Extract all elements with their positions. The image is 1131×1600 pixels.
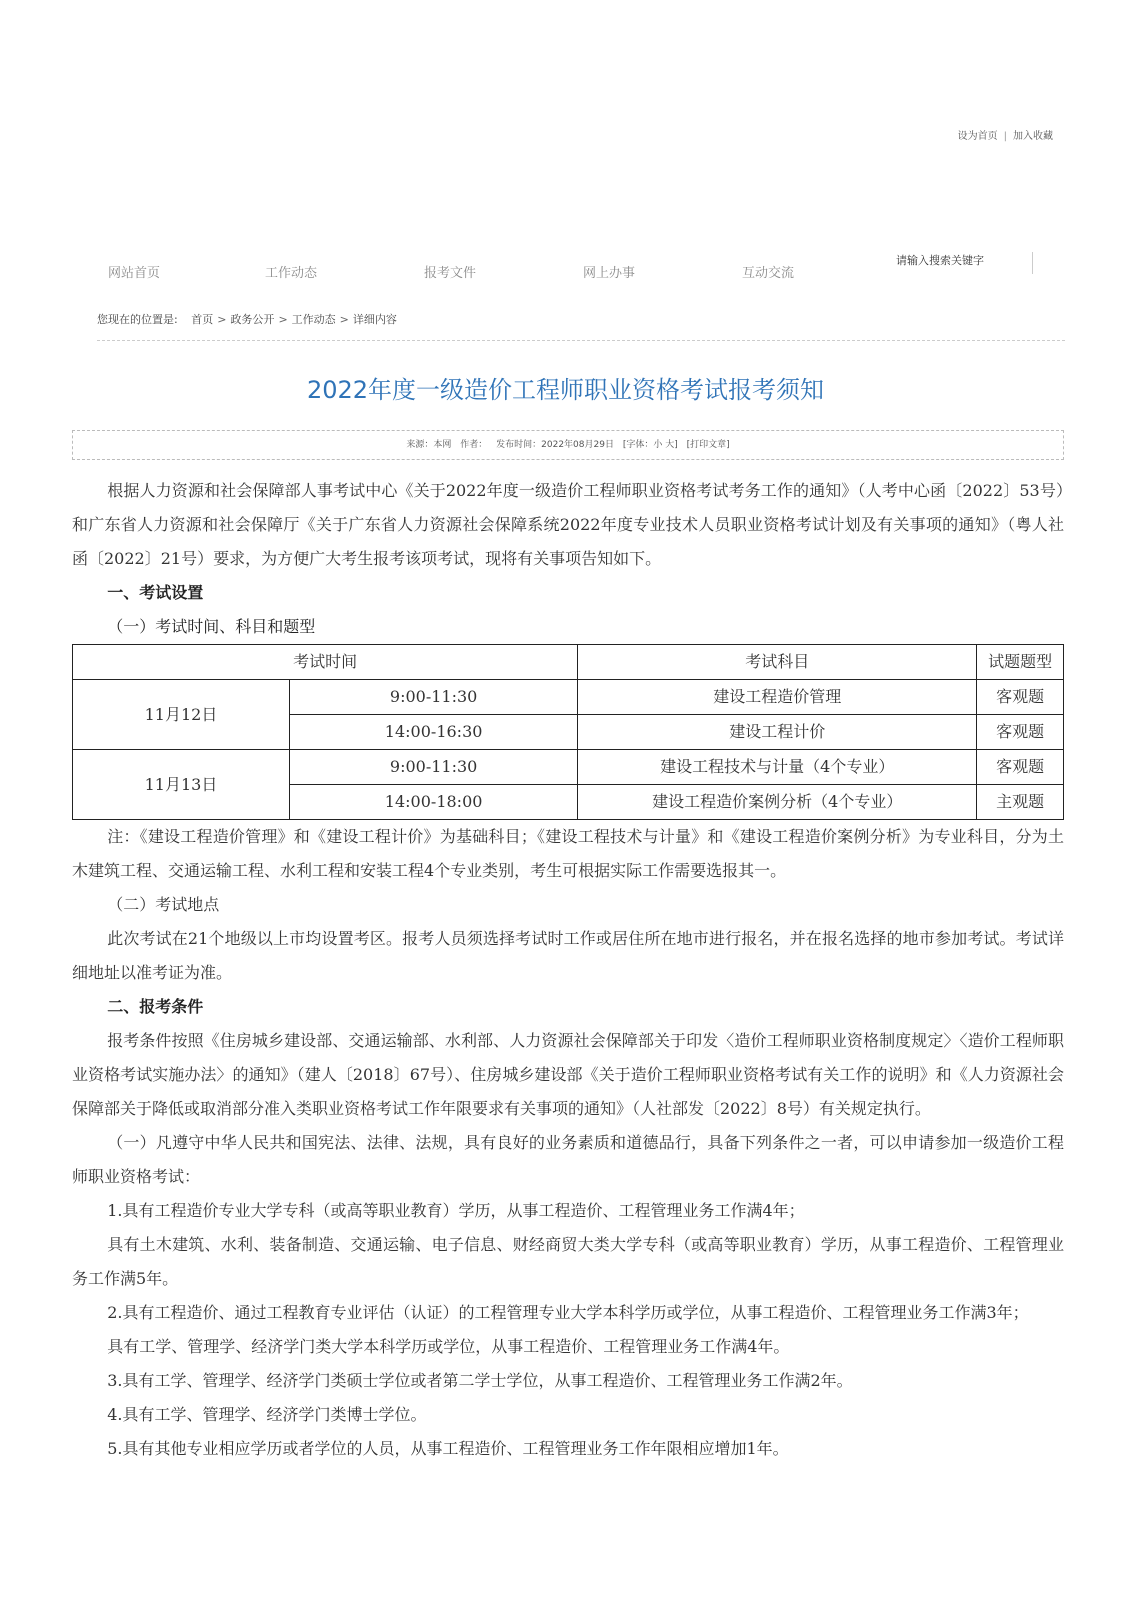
set-homepage-link[interactable]: 设为首页 <box>957 131 998 142</box>
article-body <box>72 474 1064 1466</box>
breadcrumb-news[interactable]: 工作动态 <box>291 313 336 326</box>
meta-date: 发布时间：2022年08月29日 <box>496 440 614 450</box>
breadcrumb <box>97 311 397 327</box>
nav-item-home[interactable]: 网站首页 <box>108 266 161 281</box>
table-header-row <box>73 645 1064 680</box>
table-header-time: 考试时间 <box>73 645 578 680</box>
table-header-subject: 考试科目 <box>578 645 977 680</box>
exam-schedule-table <box>72 644 1064 820</box>
subsection-heading: （一）考试时间、科目和题型 <box>107 617 316 636</box>
condition-item: 4.具有工学、管理学、经济学门类博士学位。 <box>107 1405 427 1424</box>
condition-item: 2.具有工程造价、通过工程教育专业评估（认证）的工程管理专业大学本科学历或学位，从事工程造价、工程管理业务工作满3年； <box>107 1303 1029 1322</box>
table-header-type: 试题题型 <box>977 645 1064 680</box>
breadcrumb-home[interactable]: 首页 <box>191 313 214 326</box>
table-cell-time: 14:00-18:00 <box>290 785 578 820</box>
table-cell-date: 11月13日 <box>73 750 290 820</box>
table-row <box>73 680 1064 715</box>
table-note: 注：《建设工程造价管理》和《建设工程计价》为基础科目；《建设工程技术与计量》和《建设工程造价案例分析》为专业科目，分为土木建筑工程、交通运输工程、水利工程和安装工程4个专业类别，考生可根据实际工作需要选报其一。 <box>72 827 1064 880</box>
table-cell-type: 客观题 <box>977 750 1064 785</box>
print-article-link[interactable]: [打印文章] <box>686 440 730 450</box>
table-cell-time: 9:00-11:30 <box>290 750 578 785</box>
meta-author: 作者： <box>460 440 488 450</box>
conditions-paragraph: 报考条件按照《住房城乡建设部、交通运输部、水利部、人力资源社会保障部关于印发〈造价工程师职业资格制度规定〉〈造价工程师职业资格考试实施办法〉的通知》（建人〔2018〕67号）、住房城乡建设部《关于造价工程师职业资格考试有关工作的说明》和《人力资源社会保障部关于降低或取消部分准入类职业资格考试工作年限要求有关事项的通知》（人社部发〔2022〕8号）有关规定执行。 <box>72 1031 1064 1118</box>
article-meta <box>72 430 1064 460</box>
table-row <box>73 750 1064 785</box>
condition-item: 具有土木建筑、水利、装备制造、交通运输、电子信息、财经商贸大类大学专科（或高等职业教育）学历，从事工程造价、工程管理业务工作满5年。 <box>72 1235 1064 1288</box>
table-cell-subject: 建设工程造价管理 <box>578 680 977 715</box>
table-cell-time: 14:00-16:30 <box>290 715 578 750</box>
breadcrumb-arrow: > <box>217 313 227 326</box>
breadcrumb-prefix: 您现在的位置是: <box>97 313 178 326</box>
table-cell-type: 客观题 <box>977 715 1064 750</box>
table-cell-time: 9:00-11:30 <box>290 680 578 715</box>
condition-item: 5.具有其他专业相应学历或者学位的人员，从事工程造价、工程管理业务工作年限相应增加1年。 <box>107 1439 789 1458</box>
conditions-intro: （一）凡遵守中华人民共和国宪法、法律、法规，具有良好的业务素质和道德品行，具备下列条件之一者，可以申请参加一级造价工程师职业资格考试： <box>72 1133 1064 1186</box>
table-cell-type: 主观题 <box>977 785 1064 820</box>
breadcrumb-divider <box>97 340 1065 341</box>
meta-source: 来源：本网 <box>406 440 452 450</box>
nav-item-work-news[interactable]: 工作动态 <box>265 266 318 281</box>
intro-paragraph: 根据人力资源和社会保障部人事考试中心《关于2022年度一级造价工程师职业资格考试考务工作的通知》（人考中心函〔2022〕53号）和广东省人力资源和社会保障厅《关于广东省人力资源社会保障系统2022年度专业技术人员职业资格考试计划及有关事项的通知》（粤人社函〔2022〕21号）要求，为方便广大考生报考该项考试，现将有关事项告知如下。 <box>72 481 1064 568</box>
table-cell-type: 客观题 <box>977 680 1064 715</box>
breadcrumb-arrow: > <box>339 313 349 326</box>
top-links <box>958 127 1053 142</box>
nav-item-exam-docs[interactable]: 报考文件 <box>424 266 477 281</box>
table-cell-date: 11月12日 <box>73 680 290 750</box>
breadcrumb-detail: 详细内容 <box>352 313 397 326</box>
table-cell-subject: 建设工程计价 <box>578 715 977 750</box>
subsection-heading: （二）考试地点 <box>107 895 220 914</box>
section-heading: 二、报考条件 <box>107 997 204 1016</box>
nav-item-interaction[interactable]: 互动交流 <box>742 266 795 281</box>
table-cell-subject: 建设工程造价案例分析（4个专业） <box>578 785 977 820</box>
location-paragraph: 此次考试在21个地级以上市均设置考区。报考人员须选择考试时工作或居住所在地市进行报名，并在报名选择的地市参加考试。考试详细地址以准考证为准。 <box>72 929 1064 982</box>
font-size-toggle[interactable]: [字体：小 大] <box>622 440 678 450</box>
search-placeholder: 请输入搜索关键字 <box>896 254 984 267</box>
search-input[interactable] <box>896 252 1033 274</box>
condition-item: 1.具有工程造价专业大学专科（或高等职业教育）学历，从事工程造价、工程管理业务工作满4年； <box>107 1201 805 1220</box>
add-favorite-link[interactable]: 加入收藏 <box>1013 131 1053 142</box>
page-title: 2022年度一级造价工程师职业资格考试报考须知 <box>306 376 825 404</box>
section-heading: 一、考试设置 <box>107 583 204 602</box>
condition-item: 具有工学、管理学、经济学门类大学本科学历或学位，从事工程造价、工程管理业务工作满4年。 <box>107 1337 790 1356</box>
condition-item: 3.具有工学、管理学、经济学门类硕士学位或者第二学士学位，从事工程造价、工程管理业务工作满2年。 <box>107 1371 853 1390</box>
breadcrumb-gov[interactable]: 政务公开 <box>230 313 275 326</box>
table-cell-subject: 建设工程技术与计量（4个专业） <box>578 750 977 785</box>
nav-item-online-service[interactable]: 网上办事 <box>583 266 636 281</box>
top-links-separator: | <box>1003 131 1007 142</box>
breadcrumb-arrow: > <box>278 313 288 326</box>
